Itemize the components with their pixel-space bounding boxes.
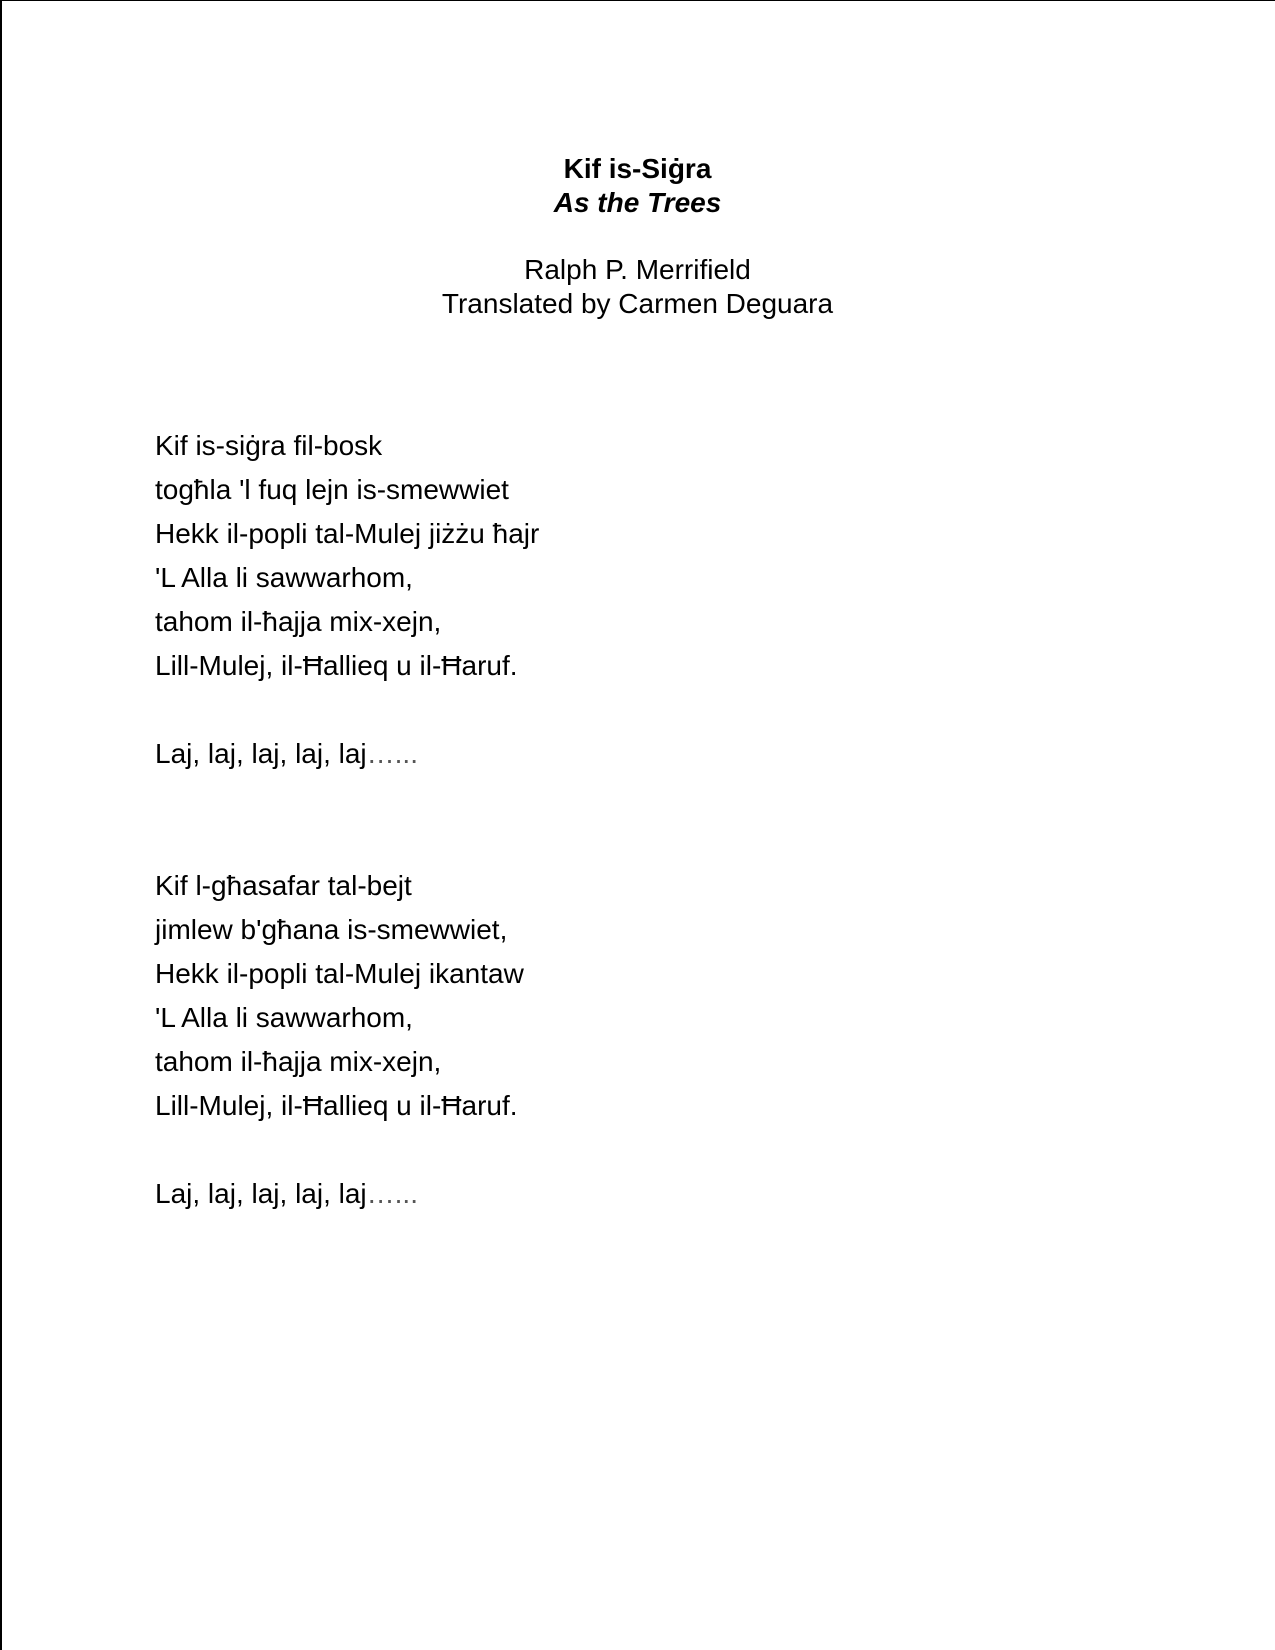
stanza-1 — [155, 424, 539, 688]
page-top-border — [0, 0, 1275, 1]
poem-line: Hekk il-popli tal-Mulej ikantaw — [155, 958, 524, 989]
refrain-line — [155, 732, 418, 776]
poem-subtitle: As the Trees — [553, 187, 722, 218]
refrain-text: Laj, laj, laj, laj, laj — [155, 1178, 367, 1209]
poem-author: Ralph P. Merrifield — [524, 254, 751, 285]
poem-line: jimlew b'għana is-smewwiet, — [155, 914, 508, 945]
poem-line: Hekk il-popli tal-Mulej jiżżu ħajr — [155, 518, 540, 549]
refrain-line — [155, 1172, 418, 1216]
poem-line: togħla 'l fuq lejn is-smewwiet — [155, 474, 509, 505]
poem-line: 'L Alla li sawwarhom, — [155, 562, 413, 593]
poem-line: Kif l-għasafar tal-bejt — [155, 870, 412, 901]
refrain-ellipsis: …... — [366, 1178, 418, 1209]
poem-translator: Translated by Carmen Deguara — [441, 288, 834, 319]
refrain-2 — [155, 1172, 418, 1216]
refrain-1 — [155, 732, 418, 776]
poem-line: Kif is-siġra fil-bosk — [155, 430, 383, 461]
poem-line: tahom il-ħajja mix-xejn, — [155, 1046, 442, 1077]
refrain-text: Laj, laj, laj, laj, laj — [155, 738, 367, 769]
poem-line: Lill-Mulej, il-Ħallieq u il-Ħaruf. — [155, 1090, 518, 1121]
poem-line: tahom il-ħajja mix-xejn, — [155, 606, 442, 637]
poem-title: Kif is-Siġra — [563, 153, 712, 184]
poem-line: Lill-Mulej, il-Ħallieq u il-Ħaruf. — [155, 650, 518, 681]
poem-line: 'L Alla li sawwarhom, — [155, 1002, 413, 1033]
poem-header — [0, 152, 1275, 321]
stanza-2 — [155, 864, 524, 1128]
refrain-ellipsis: …... — [366, 738, 418, 769]
